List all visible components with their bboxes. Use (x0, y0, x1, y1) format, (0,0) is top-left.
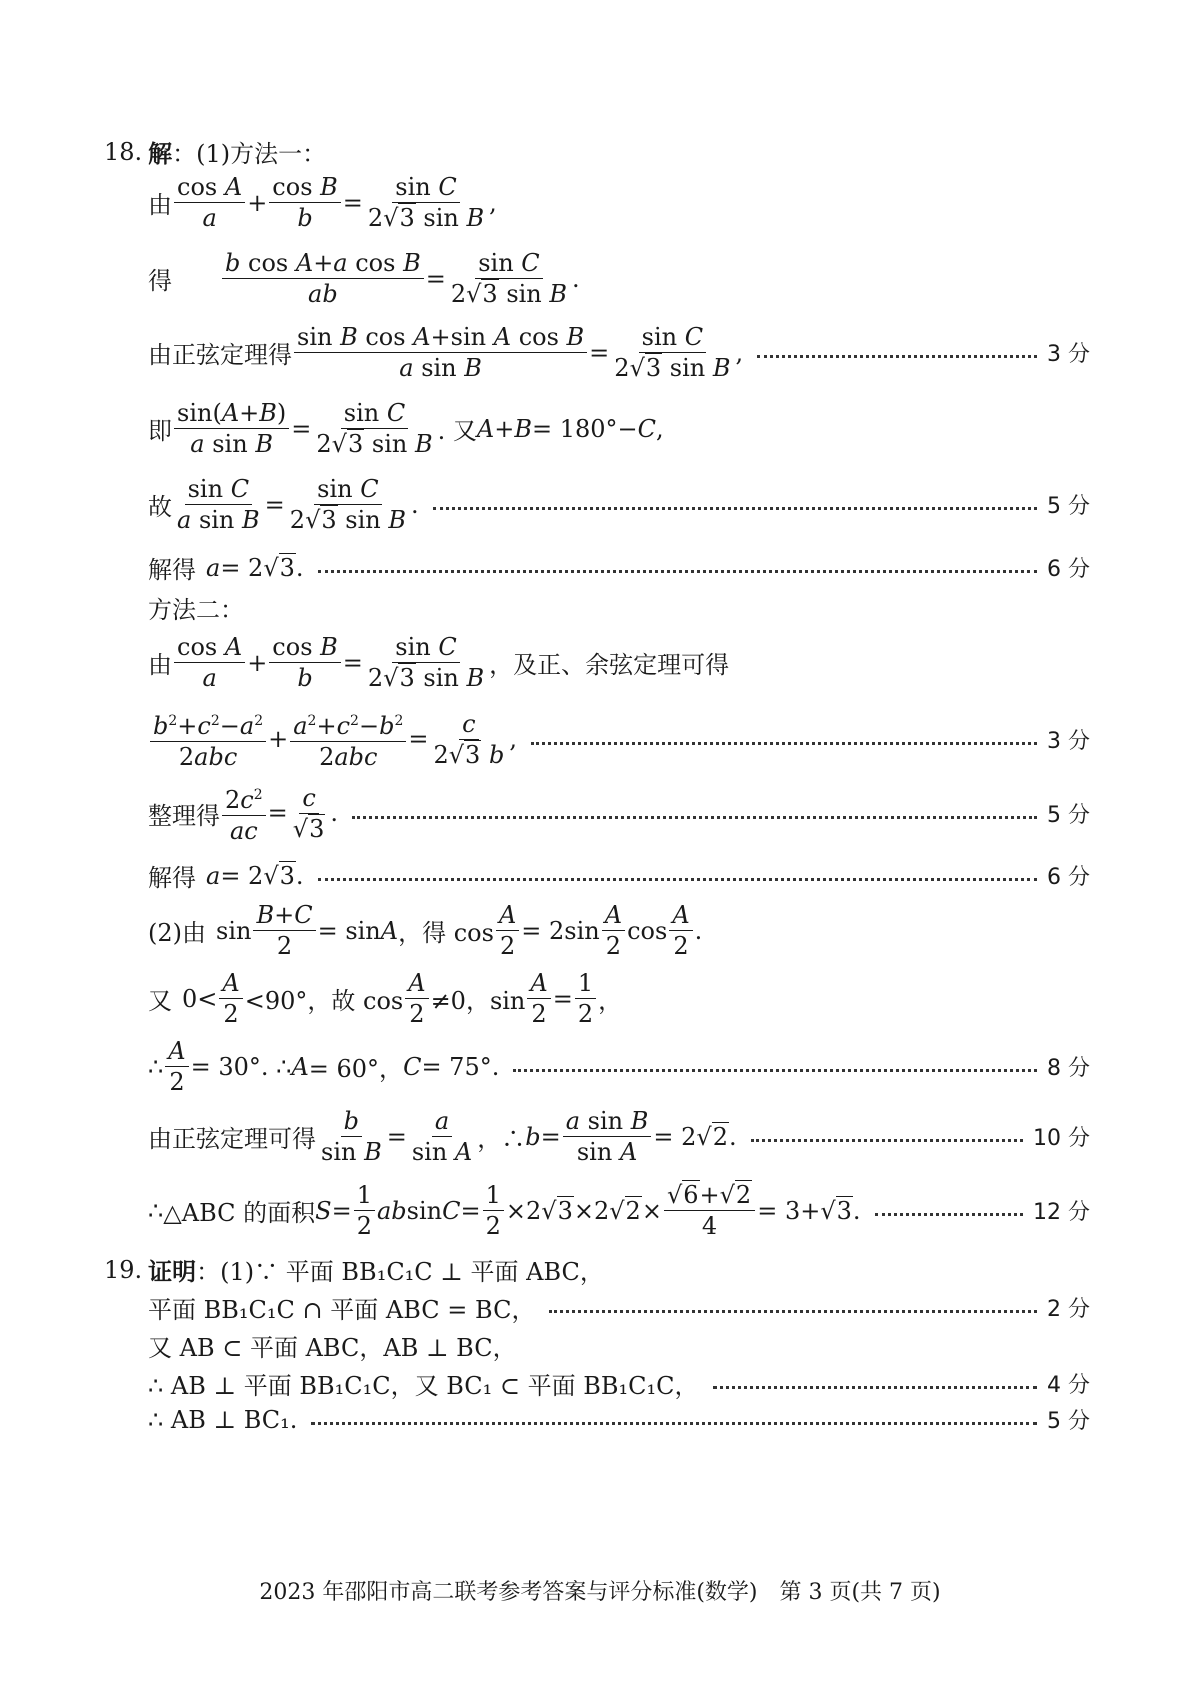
math-line: ∴ AB ⊥ 平面 BB₁C₁C，又 BC₁ ⊂ 平面 BB₁C₁C， 4 分 (148, 1366, 1090, 1401)
score-badge: 5 分 (1047, 494, 1090, 519)
q18-header (104, 134, 1090, 169)
score-badge: 3 分 (1047, 728, 1090, 754)
score-badge: 12 分 (1033, 1200, 1090, 1225)
q18-number: 18. (104, 137, 143, 166)
math-line: 解得 a = 2 √3 . 6 分 (148, 861, 1090, 892)
math-line: (2)由 sin $\frac{B+C}{2}$ = sin A ，得 cos $\frac{A}{2}$ = 2sin $\frac{A}{2}$ cos $\frac{A}{2}$ . (148, 901, 703, 960)
score-badge: 8 分 (1047, 1056, 1090, 1081)
math-line: 即 $\frac{\sin(A+B)}{\text{a sin B}}$ = $\frac{\text{sin C}}{\text{2√3 sin B}}$ . 又 A + B = 180°− C , (148, 399, 664, 458)
math-line: 平面 BB₁C₁C ∩ 平面 ABC = BC， 2 分 (148, 1290, 1090, 1325)
page-footer: 2023 年邵阳市高二联考参考答案与评分标准(数学) 第 3 页(共 7 页) (259, 1580, 941, 1605)
score-badge: 6 分 (1047, 557, 1090, 582)
q18-label: 解 (148, 139, 173, 168)
score-badge: 10 分 (1033, 1126, 1090, 1151)
math-line: 得 $\frac{\text{b cos A+a cos B}}{ab}$ = $\frac{\text{sin C}}{\text{2√3 sin B}}$ . (148, 249, 580, 308)
math-line: ∴ $\frac{A}{2}$ = 30°. ∴ A = 60°， C = 75°. 8 分 (148, 1037, 1090, 1096)
score-badge: 5 分 (1047, 802, 1090, 828)
math-line: 由 $\frac{\text{cos A}}{a}$ + $\frac{\text{cos B}}{b}$ = $\frac{\text{sin C}}{\text{2√3 sin B}}$ , (148, 173, 497, 232)
math-line: 故 $\frac{\text{sin C}}{\text{a sin B}}$ = $\frac{\text{sin C}}{\text{2√3 sin B}}$ . 5 分 (148, 475, 1090, 534)
score-badge: 2 分 (1047, 1297, 1090, 1322)
math-line: 整理得 $\frac{2c^2}{ac}$ = $\frac{c}{√3}$ . 5 分 (148, 780, 1090, 846)
score-badge: 6 分 (1047, 865, 1090, 890)
math-line: 解得 a = 2 √3 . 6 分 (148, 553, 1090, 584)
q19-number: 19. (104, 1255, 143, 1284)
math-line: 由 $\frac{\text{cos A}}{a}$ + $\frac{\text{cos B}}{b}$ = $\frac{\text{sin C}}{\text{2√3 sin B}}$ ，及正、余弦定理可得 (148, 633, 730, 692)
math-line: $\frac{b^2+c^2-a^2}{\text{2abc}}$ + $\frac{a^2+c^2-b^2}{\text{2abc}}$ = $\frac{c}{2√3 b}$ , 3 分 (148, 706, 1090, 772)
score-badge: 5 分 (1047, 1409, 1090, 1434)
math-line: 由正弦定理得 $\frac{\text{sin B cos A+sin A cos B}}{\text{a sin B}}$ = $\frac{\text{sin C}}{\text{2√3 sin B}}$ , 3 分 (148, 323, 1090, 382)
method-2-label: 方法二： (148, 596, 244, 624)
math-line: ∴ △ABC 的面积 S = $\frac{1}{2}$ ab sin C = $\frac{1}{2}$ ×2 √3 ×2 √2 × $\frac{√6+√2}{4}$ = 3+ √3 . 12 分 (148, 1181, 1090, 1240)
math-line: 又 0< $\frac{A}{2}$ <90°，故 cos $\frac{A}{2}$ ≠0，sin $\frac{A}{2}$ = $\frac{1}{2}$ ， (148, 969, 623, 1028)
score-badge: 4 分 (1047, 1373, 1090, 1398)
math-line: 由正弦定理可得 $\frac{b}{\text{sin B}}$ = $\frac{a}{\text{sin A}}$ ，∴ b = $\frac{\text{a sin B}}{\text{sin A}}$ = 2 √2 . 10 分 (148, 1107, 1090, 1166)
q19-label: 证明 (148, 1257, 197, 1286)
score-badge: 3 分 (1047, 342, 1090, 367)
math-line: 又 AB ⊂ 平面 ABC，AB ⊥ BC， (148, 1334, 517, 1362)
q19-header (104, 1252, 1090, 1287)
math-line: ∴ AB ⊥ BC₁. 5 分 (148, 1405, 1090, 1434)
q18-intro: ：(1)方法一： (172, 140, 327, 168)
q19-intro: ：(1)∵ 平面 BB₁C₁C ⊥ 平面 ABC， (196, 1258, 604, 1286)
